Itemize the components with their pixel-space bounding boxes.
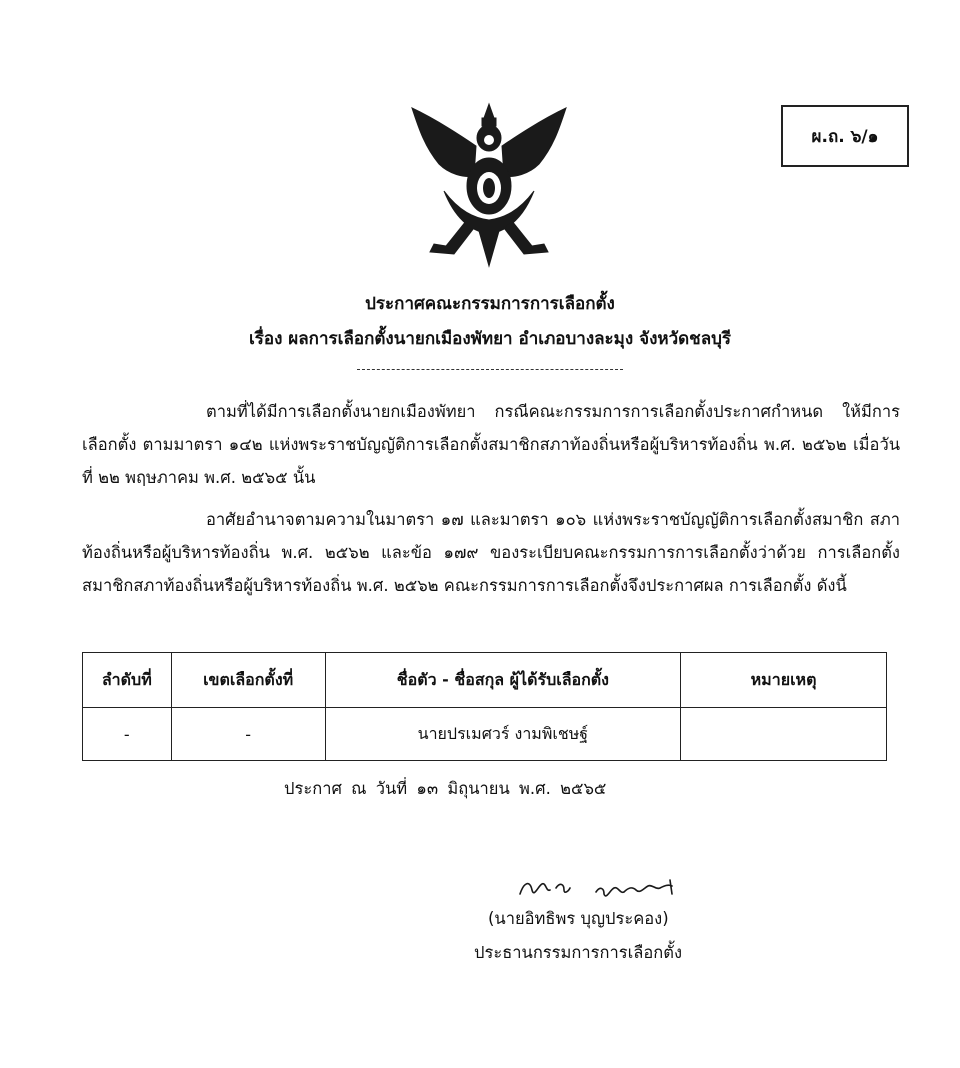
column-header-order: ลำดับที่ bbox=[83, 653, 172, 708]
column-header-district: เขตเลือกตั้งที่ bbox=[171, 653, 325, 708]
election-results-table bbox=[82, 652, 887, 761]
cell-district: - bbox=[171, 708, 325, 761]
cell-order: - bbox=[83, 708, 172, 761]
signer-position: ประธานกรรมการการเลือกตั้ง bbox=[474, 943, 683, 962]
column-header-remarks: หมายเหตุ bbox=[681, 653, 887, 708]
garuda-emblem-icon bbox=[404, 96, 574, 276]
table-header-row bbox=[83, 653, 887, 708]
cell-elected-name: นายปรเมศวร์ งามพิเชษฐ์ bbox=[325, 708, 680, 761]
title-divider bbox=[357, 369, 623, 370]
cell-remarks bbox=[681, 708, 887, 761]
form-code-box: ผ.ถ. ๖/๑ bbox=[781, 105, 909, 167]
document-title: ประกาศคณะกรรมการการเลือกตั้ง bbox=[365, 294, 615, 314]
paragraph-background: ตามที่ได้มีการเลือกตั้งนายกเมืองพัทยา กรณีคณะกรรมการการเลือกตั้งประกาศกำหนด ให้มีการเลือกตั้ง ตามมาตรา ๑๔๒ แห่งพระราชบัญญัติการเลือกตั้งสมาชิกสภาท้องถิ่นหรือผู้บริหารท้องถิ่น พ.ศ. ๒๕๖๒ เมื่อวันที่ ๒๒ พฤษภาคม พ.ศ. ๒๕๖๕ นั้น bbox=[82, 402, 900, 487]
handwritten-signature bbox=[510, 872, 685, 908]
column-header-elected-name: ชื่อตัว - ชื่อสกุล ผู้ได้รับเลือกตั้ง bbox=[325, 653, 680, 708]
announcement-date: ประกาศ ณ วันที่ ๑๓ มิถุนายน พ.ศ. ๒๕๖๕ bbox=[284, 779, 607, 798]
signer-name: (นายอิทธิพร บุญประคอง) bbox=[488, 909, 669, 928]
paragraph-authority: อาศัยอำนาจตามความในมาตรา ๑๗ และมาตรา ๑๐๖ แห่งพระราชบัญญัติการเลือกตั้งสมาชิก สภาท้องถิ่นหรือผู้บริหารท้องถิ่น พ.ศ. ๒๕๖๒ และข้อ ๑๗๙ ของระเบียบคณะกรรมการการเลือกตั้งว่าด้วย การเลือกตั้งสมาชิกสภาท้องถิ่นหรือผู้บริหารท้องถิ่น พ.ศ. ๒๕๖๒ คณะกรรมการการเลือกตั้งจึงประกาศผล การเลือกตั้ง ดังนี้ bbox=[82, 510, 900, 595]
document-subject: เรื่อง ผลการเลือกตั้งนายกเมืองพัทยา อำเภอบางละมุง จังหวัดชลบุรี bbox=[248, 329, 732, 349]
table-row bbox=[83, 708, 887, 761]
